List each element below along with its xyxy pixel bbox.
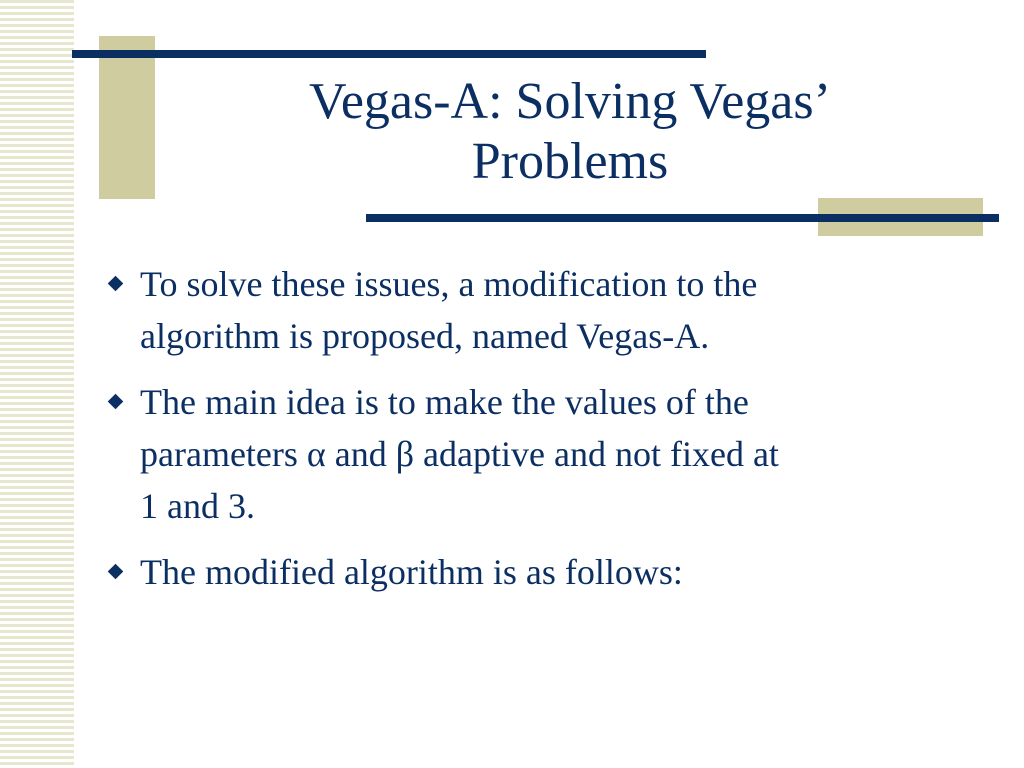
title-rule-top [72, 50, 706, 58]
title-rule-bottom [366, 214, 999, 222]
diamond-bullet-icon [108, 564, 124, 580]
slide-title [180, 72, 960, 192]
bullet-item [104, 258, 964, 362]
slide-title-line-2: Problems [471, 133, 669, 190]
bullet-text-line: parameters α and β adaptive and not fixed at [140, 434, 779, 474]
bullet-text-line: 1 and 3. [140, 486, 255, 526]
bullet-text-line: The modified algorithm is as follows: [140, 552, 683, 592]
bullet-list [104, 258, 964, 612]
bullet-text-line: The main idea is to make the values of the [140, 382, 749, 422]
diamond-bullet-icon [108, 394, 124, 410]
bullet-text-line: To solve these issues, a modification to the [140, 264, 758, 304]
decorative-stripe-column [0, 0, 74, 768]
bullet-text-line: algorithm is proposed, named Vegas-A. [140, 316, 710, 356]
slide-title-line-1: Vegas-A: Solving Vegas’ [309, 73, 831, 130]
bullet-item [104, 376, 964, 532]
bullet-item [104, 546, 964, 598]
diamond-bullet-icon [108, 276, 124, 292]
decorative-block-left [99, 36, 155, 199]
